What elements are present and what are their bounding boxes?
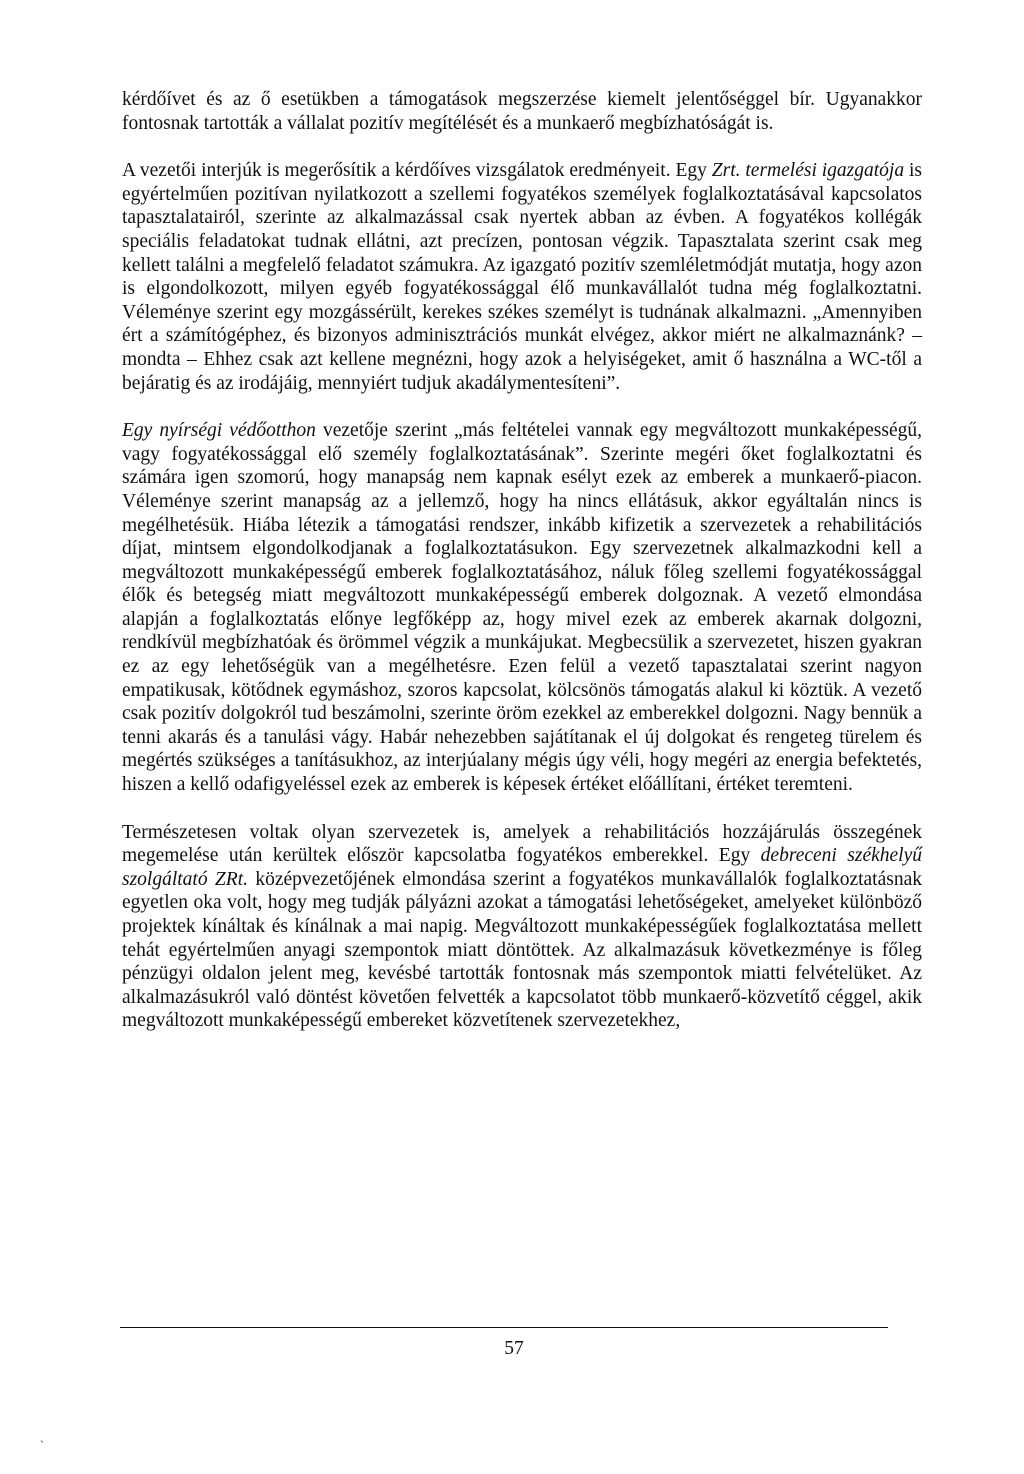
page-number: 57 — [504, 1338, 524, 1359]
footer-divider — [120, 1327, 888, 1328]
paragraph-2-text-b: is egyértelműen pozitívan nyilatkozott a szellemi fogyatékos személyek foglalkoztatásával kapcsolatos tapasztalatairól, szerinte az alkalmazással csak nyertek abban az évben. A fogyatékos kollégák speciális feladatokat tudnak ellátni, azt precízen, pontosan végzik. Tapasztalata szerint csak meg kellett találni a megfelelő feladatot számukra. Az igazgató pozitív szemléletmódját mutatja, hogy azon is elgondolkozott, milyen egyéb fogyatékossággal élő munkavállalót tudna még foglalkoztatni. Véleménye szerint egy mozgássérült, kerekes székes személyt is tudnának alkalmazni. „Amennyiben ért a számítógéphez, és bizonyos adminisztrációs munkát elvégez, akkor miért ne alkalmaznánk? – mondta – Ehhez csak azt kellene megnézni, hogy azok a helyiségeket, amit ő használna a WC-től a bejáratig és az irodájáig, mennyiért tudjuk akadálymentesíteni”. — [122, 160, 922, 394]
paragraph-4-italic-subject: debreceni székhelyű szolgáltató ZRt. — [122, 845, 922, 890]
paragraph-3-italic-subject: Egy nyírségi védőotthon — [122, 420, 316, 442]
paragraph-3 — [122, 419, 922, 797]
paragraph-2-text-a: A vezetői interjúk is megerősítik a kérdőíves vizsgálatok eredményeit. Egy — [122, 160, 712, 182]
paragraph-4-text-b: középvezetőjének elmondása szerint a fogyatékos munkavállalók foglalkoztatásnak egyetlen oka volt, hogy meg tudják pályázni azokat a támogatási lehetőségeket, amelyeket különböző projektek kínáltak és kínálnak a mai napig. Megváltozott munkaképességűek foglalkoztatása mellett tehát egyértelműen anyagi szempontok miatt döntöttek. Az alkalmazásuk következménye is főleg pénzügyi oldalon jelent meg, kevésbé tartották fontosnak más szempontok miatti felvételüket. Az alkalmazásukról való döntést követően felvették a kapcsolatot több munkaerő-közvetítő céggel, akik megváltozott munkaképességű embereket közvetítenek szervezetekhez, — [122, 868, 922, 1032]
paragraph-4 — [122, 821, 922, 1033]
scan-artifact-mark: ` — [40, 1438, 44, 1452]
paragraph-1 — [122, 88, 922, 135]
paragraph-1-text: kérdőívet és az ő esetükben a támogatások megszerzése kiemelt jelentőséggel bír. Ugyanakkor fontosnak tartották a vállalat pozitív megítélését és a munkaerő megbízhatóságát is. — [122, 89, 922, 134]
document-body — [122, 88, 922, 1033]
paragraph-2-italic-subject: Zrt. termelési igazgatója — [711, 160, 905, 182]
paragraph-4-text-a: Természetesen voltak olyan szervezetek is, amelyek a rehabilitációs hozzájárulás összegének megemelése után kerültek először kapcsolatba fogyatékos emberekkel. Egy — [122, 821, 922, 867]
paragraph-2 — [122, 159, 922, 395]
paragraph-3-text: vezetője szerint „más feltételei vannak egy megváltozott munkaképességű, vagy fogyatékossággal elő személy foglalkoztatásának”. Szerinte megéri őket foglalkoztatni és számára igen szomorú, hogy manapság nem kapnak esélyt ezek az emberek a munkaerő-piacon. Véleménye szerint manapság az a jellemző, hogy ha nincs ellátásuk, akkor egyáltalán nincs is megélhetésük. Hiába létezik a támogatási rendszer, inkább kifizetik a szervezetek a rehabilitációs díjat, mintsem elgondolkodjanak a foglalkoztatásukon. Egy szervezetnek alkalmazkodni kell a megváltozott munkaképességű emberek foglalkoztatásához, náluk főleg szellemi fogyatékossággal élők és betegség miatt megváltozott munkaképességű emberek dolgoznak. A vezető elmondása alapján a foglalkoztatás előnye legfőképp az, hogy mivel ezek az emberek akarnak dolgozni, rendkívül megbízhatóak és örömmel végzik a munkájukat. Megbecsülik a szervezetet, hiszen gyakran ez az egy lehetőségük van a megélhetésre. Ezen felül a vezető tapasztalatai szerint nagyon empatikusak, kötődnek egymáshoz, szoros kapcsolat, kölcsönös támogatás alakul ki köztük. A vezető csak pozitív dolgokról tud beszámolni, szerinte öröm ezekkel az emberekkel dolgozni. Nagy bennük a tenni akarás és a tanulási vágy. Habár nehezebben sajátítanak el új dolgokat és rengeteg türelem és megértés szükséges a tanításukhoz, az interjúalany mégis úgy véli, hogy megéri az energia befektetés, hiszen a kellő odafigyeléssel ezek az emberek is képesek értéket előállítani, értéket teremteni. — [122, 420, 922, 796]
